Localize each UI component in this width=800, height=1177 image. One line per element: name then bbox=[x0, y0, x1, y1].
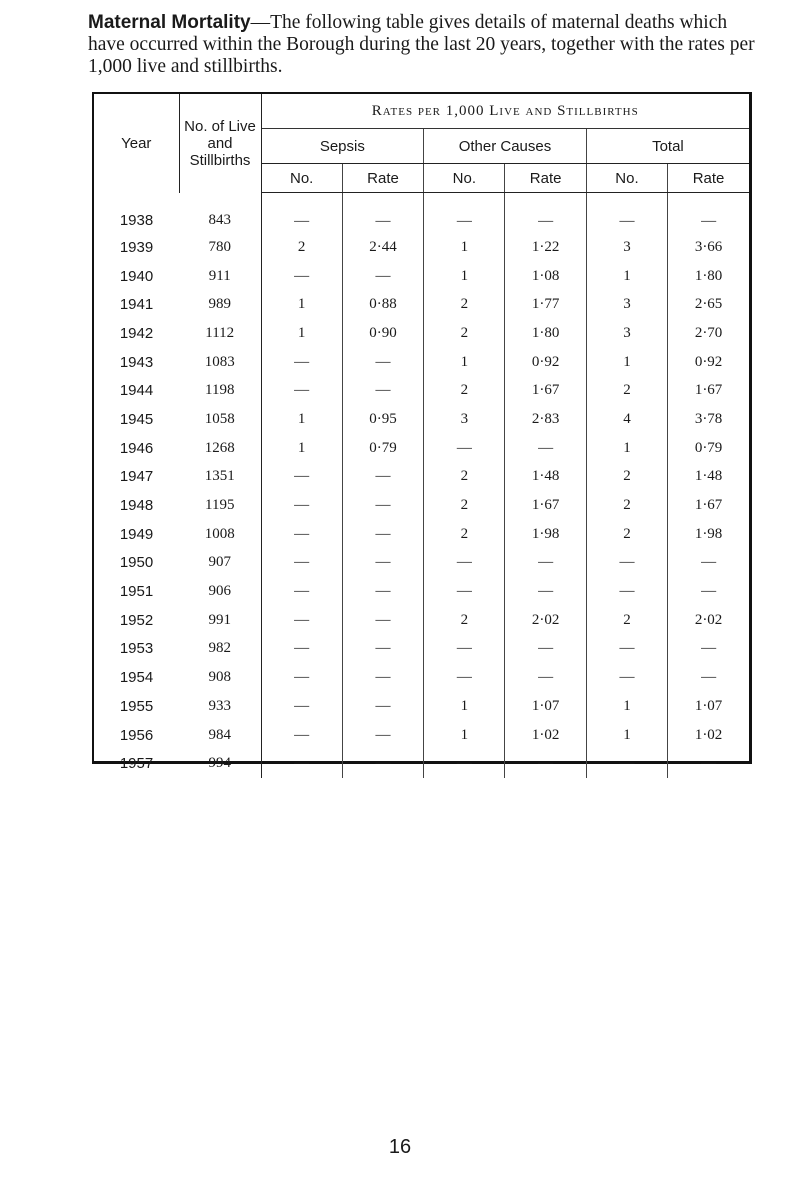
intro-paragraph bbox=[88, 12, 768, 78]
cell-other-no: 1 bbox=[424, 692, 505, 721]
cell-other-rate: 1·67 bbox=[505, 376, 586, 405]
cell-other-no: 2 bbox=[424, 290, 505, 319]
table-row bbox=[94, 233, 749, 262]
intro-text: —The following table gives details of maternal deaths which have occurred within the Borough during the last 20 years, together with the rates per 1,000 live and stillbirths. bbox=[88, 12, 755, 77]
table-row bbox=[94, 491, 749, 520]
cell-sepsis-rate: — bbox=[342, 721, 423, 750]
cell-year: 1949 bbox=[119, 525, 154, 543]
cell-live-births: 1268 bbox=[179, 434, 261, 463]
cell-other-rate: 1·48 bbox=[505, 463, 586, 492]
cell-sepsis-rate: — bbox=[342, 193, 423, 234]
cell-other-rate: 1·02 bbox=[505, 721, 586, 750]
cell-total-no: — bbox=[586, 577, 667, 606]
cell-sepsis-rate: 0·90 bbox=[342, 319, 423, 348]
table-row bbox=[94, 434, 749, 463]
cell-total-rate: 1·02 bbox=[668, 721, 749, 750]
cell-total-rate: — bbox=[668, 635, 749, 664]
cell-total-no: — bbox=[586, 635, 667, 664]
header-total-rate: Rate bbox=[668, 164, 749, 193]
header-rates-title: Rates per 1,000 Live and Stillbirths bbox=[261, 94, 749, 129]
cell-sepsis-no: — bbox=[294, 697, 310, 714]
cell-live-births: 906 bbox=[179, 577, 261, 606]
cell-other-no: 2 bbox=[424, 520, 505, 549]
cell-total-rate: 2·02 bbox=[668, 606, 749, 635]
cell-total-no: 2 bbox=[586, 491, 667, 520]
cell-other-rate: 1·67 bbox=[505, 491, 586, 520]
cell-sepsis-no: — bbox=[294, 640, 310, 657]
cell-other-rate: 1·07 bbox=[505, 692, 586, 721]
cell-sepsis-no: 1 bbox=[297, 439, 306, 456]
cell-live-births: 989 bbox=[179, 290, 261, 319]
cell-year: 1938 bbox=[119, 212, 154, 230]
header-other-rate: Rate bbox=[505, 164, 586, 193]
cell-sepsis-no: — bbox=[294, 525, 310, 542]
cell-live-births: 982 bbox=[179, 635, 261, 664]
cell-other-no: — bbox=[424, 193, 505, 234]
cell-live-births: 907 bbox=[179, 549, 261, 578]
cell-sepsis-rate: — bbox=[342, 692, 423, 721]
cell-live-births: 1351 bbox=[179, 463, 261, 492]
cell-sepsis-rate: 0·88 bbox=[342, 290, 423, 319]
cell-sepsis-no: 1 bbox=[297, 296, 306, 313]
cell-other-no: 1 bbox=[424, 721, 505, 750]
cell-total-no: 1 bbox=[586, 434, 667, 463]
cell-sepsis-no: — bbox=[294, 755, 310, 772]
section-title: Maternal Mortality bbox=[88, 12, 251, 33]
cell-total-no: 1 bbox=[586, 692, 667, 721]
cell-total-no: — bbox=[586, 549, 667, 578]
cell-live-births: 1198 bbox=[179, 376, 261, 405]
page-number: 16 bbox=[388, 1136, 412, 1158]
table-row bbox=[94, 635, 749, 664]
cell-total-no: 1 bbox=[586, 262, 667, 291]
cell-total-rate: 1·67 bbox=[668, 491, 749, 520]
cell-sepsis-no: 1 bbox=[297, 410, 306, 427]
cell-other-rate: 2·02 bbox=[505, 606, 586, 635]
cell-sepsis-rate: — bbox=[342, 749, 423, 778]
cell-other-no: 1 bbox=[424, 348, 505, 377]
cell-live-births: 933 bbox=[179, 692, 261, 721]
cell-sepsis-rate: — bbox=[342, 606, 423, 635]
header-live-births: No. of Live and Stillbirths bbox=[179, 94, 261, 193]
cell-total-rate: 3·78 bbox=[668, 405, 749, 434]
cell-other-rate: 0·92 bbox=[505, 348, 586, 377]
cell-sepsis-rate: — bbox=[342, 520, 423, 549]
cell-sepsis-no: 1 bbox=[297, 324, 306, 341]
cell-sepsis-rate: — bbox=[342, 635, 423, 664]
table-row bbox=[94, 290, 749, 319]
cell-year: 1948 bbox=[119, 497, 154, 515]
cell-live-births: 908 bbox=[179, 663, 261, 692]
cell-live-births: 780 bbox=[179, 233, 261, 262]
cell-other-rate: — bbox=[505, 434, 586, 463]
cell-other-rate: — bbox=[505, 635, 586, 664]
table-row bbox=[94, 749, 749, 778]
cell-sepsis-no: — bbox=[294, 212, 310, 229]
cell-sepsis-no: — bbox=[294, 382, 310, 399]
cell-total-rate: 1·07 bbox=[668, 692, 749, 721]
table-row bbox=[94, 577, 749, 606]
cell-total-no: 2 bbox=[586, 520, 667, 549]
cell-other-no: — bbox=[424, 635, 505, 664]
cell-sepsis-rate: — bbox=[342, 463, 423, 492]
cell-total-no: 3 bbox=[586, 290, 667, 319]
cell-total-rate: — bbox=[668, 577, 749, 606]
header-other-no: No. bbox=[424, 164, 505, 193]
cell-sepsis-no: — bbox=[294, 611, 310, 628]
cell-other-rate: 2·83 bbox=[505, 405, 586, 434]
cell-total-rate: 0·79 bbox=[668, 434, 749, 463]
table-row bbox=[94, 405, 749, 434]
cell-other-rate: 1·08 bbox=[505, 262, 586, 291]
cell-sepsis-rate: 0·79 bbox=[342, 434, 423, 463]
table-row bbox=[94, 262, 749, 291]
cell-total-no: 2 bbox=[586, 463, 667, 492]
cell-sepsis-rate: — bbox=[342, 376, 423, 405]
cell-sepsis-no: 2 bbox=[297, 238, 306, 255]
table-row bbox=[94, 376, 749, 405]
cell-other-no: 2 bbox=[424, 606, 505, 635]
cell-other-no: 2 bbox=[424, 376, 505, 405]
cell-year: 1954 bbox=[119, 669, 154, 687]
cell-other-no: — bbox=[424, 577, 505, 606]
table-body bbox=[94, 193, 749, 779]
cell-live-births: 994 bbox=[179, 749, 261, 778]
cell-total-rate: 1·48 bbox=[668, 463, 749, 492]
cell-other-rate: 1·22 bbox=[505, 233, 586, 262]
cell-live-births: 984 bbox=[179, 721, 261, 750]
cell-sepsis-rate: 2·44 bbox=[342, 233, 423, 262]
table-header bbox=[94, 94, 749, 193]
table-row bbox=[94, 348, 749, 377]
cell-year: 1939 bbox=[119, 238, 154, 256]
cell-other-no: 1 bbox=[424, 262, 505, 291]
cell-sepsis-rate: — bbox=[342, 491, 423, 520]
cell-sepsis-no: — bbox=[294, 497, 310, 514]
cell-year: 1946 bbox=[119, 439, 154, 457]
cell-sepsis-no: — bbox=[294, 353, 310, 370]
cell-other-rate: — bbox=[505, 663, 586, 692]
header-sepsis-rate: Rate bbox=[342, 164, 423, 193]
cell-other-no: — bbox=[424, 749, 505, 778]
cell-year: 1942 bbox=[119, 324, 154, 342]
cell-live-births: 1112 bbox=[179, 319, 261, 348]
cell-other-no: 1 bbox=[424, 233, 505, 262]
cell-other-rate: — bbox=[505, 749, 586, 778]
cell-total-no: 1 bbox=[586, 348, 667, 377]
cell-other-rate: — bbox=[505, 549, 586, 578]
cell-total-rate: 2·65 bbox=[668, 290, 749, 319]
cell-live-births: 1058 bbox=[179, 405, 261, 434]
cell-other-rate: — bbox=[505, 577, 586, 606]
table-row bbox=[94, 692, 749, 721]
table-row bbox=[94, 463, 749, 492]
cell-other-rate: 1·80 bbox=[505, 319, 586, 348]
cell-year: 1940 bbox=[119, 267, 154, 285]
maternal-mortality-table bbox=[94, 94, 749, 778]
header-sepsis-no: No. bbox=[261, 164, 342, 193]
cell-total-no: 1 bbox=[586, 721, 667, 750]
cell-other-rate: 1·98 bbox=[505, 520, 586, 549]
cell-sepsis-no: — bbox=[294, 468, 310, 485]
table-row bbox=[94, 721, 749, 750]
cell-live-births: 991 bbox=[179, 606, 261, 635]
cell-total-no: 4 bbox=[586, 405, 667, 434]
header-year: Year bbox=[94, 94, 179, 193]
cell-total-rate: — bbox=[668, 749, 749, 778]
cell-live-births: 1083 bbox=[179, 348, 261, 377]
cell-total-rate: 1·67 bbox=[668, 376, 749, 405]
cell-other-no: — bbox=[424, 549, 505, 578]
cell-sepsis-rate: — bbox=[342, 663, 423, 692]
cell-sepsis-no: — bbox=[294, 554, 310, 571]
table-row bbox=[94, 319, 749, 348]
cell-live-births: 1195 bbox=[179, 491, 261, 520]
table-row bbox=[94, 663, 749, 692]
cell-sepsis-no: — bbox=[294, 583, 310, 600]
cell-sepsis-rate: — bbox=[342, 262, 423, 291]
cell-sepsis-rate: 0·95 bbox=[342, 405, 423, 434]
cell-total-no: 2 bbox=[586, 376, 667, 405]
cell-year: 1955 bbox=[119, 697, 154, 715]
cell-total-rate: 1·80 bbox=[668, 262, 749, 291]
cell-sepsis-rate: — bbox=[342, 549, 423, 578]
cell-live-births: 843 bbox=[179, 193, 261, 234]
cell-other-no: 2 bbox=[424, 491, 505, 520]
cell-other-rate: — bbox=[505, 193, 586, 234]
cell-year: 1943 bbox=[119, 353, 154, 371]
cell-year: 1947 bbox=[119, 468, 154, 486]
cell-live-births: 1008 bbox=[179, 520, 261, 549]
cell-year: 1956 bbox=[119, 726, 154, 744]
cell-year: 1941 bbox=[119, 296, 154, 314]
maternal-mortality-table-frame bbox=[92, 92, 752, 773]
cell-year: 1944 bbox=[119, 382, 154, 400]
cell-year: 1957 bbox=[119, 755, 154, 773]
cell-live-births: 911 bbox=[179, 262, 261, 291]
cell-sepsis-rate: — bbox=[342, 577, 423, 606]
table-row bbox=[94, 193, 749, 234]
table-row bbox=[94, 520, 749, 549]
cell-year: 1952 bbox=[119, 611, 154, 629]
cell-year: 1945 bbox=[119, 410, 154, 428]
cell-other-rate: 1·77 bbox=[505, 290, 586, 319]
cell-total-rate: 3·66 bbox=[668, 233, 749, 262]
cell-other-no: — bbox=[424, 434, 505, 463]
cell-total-no: 3 bbox=[586, 319, 667, 348]
cell-sepsis-no: — bbox=[294, 726, 310, 743]
cell-total-no: — bbox=[586, 749, 667, 778]
cell-total-rate: 2·70 bbox=[668, 319, 749, 348]
cell-total-no: — bbox=[586, 193, 667, 234]
header-total-no: No. bbox=[586, 164, 667, 193]
cell-other-no: 2 bbox=[424, 463, 505, 492]
cell-total-rate: 0·92 bbox=[668, 348, 749, 377]
cell-total-rate: 1·98 bbox=[668, 520, 749, 549]
header-sepsis: Sepsis bbox=[261, 129, 424, 164]
cell-total-no: 3 bbox=[586, 233, 667, 262]
table-row bbox=[94, 549, 749, 578]
cell-total-rate: — bbox=[668, 663, 749, 692]
cell-other-no: 3 bbox=[424, 405, 505, 434]
cell-year: 1951 bbox=[119, 583, 154, 601]
cell-sepsis-rate: — bbox=[342, 348, 423, 377]
table-row bbox=[94, 606, 749, 635]
header-other-causes: Other Causes bbox=[424, 129, 587, 164]
cell-other-no: — bbox=[424, 663, 505, 692]
cell-other-no: 2 bbox=[424, 319, 505, 348]
header-total: Total bbox=[586, 129, 749, 164]
cell-year: 1950 bbox=[119, 554, 154, 572]
cell-sepsis-no: — bbox=[294, 669, 310, 686]
cell-sepsis-no: — bbox=[294, 267, 310, 284]
cell-total-rate: — bbox=[668, 193, 749, 234]
cell-year: 1953 bbox=[119, 640, 154, 658]
cell-total-no: 2 bbox=[586, 606, 667, 635]
cell-total-no: — bbox=[586, 663, 667, 692]
cell-total-rate: — bbox=[668, 549, 749, 578]
